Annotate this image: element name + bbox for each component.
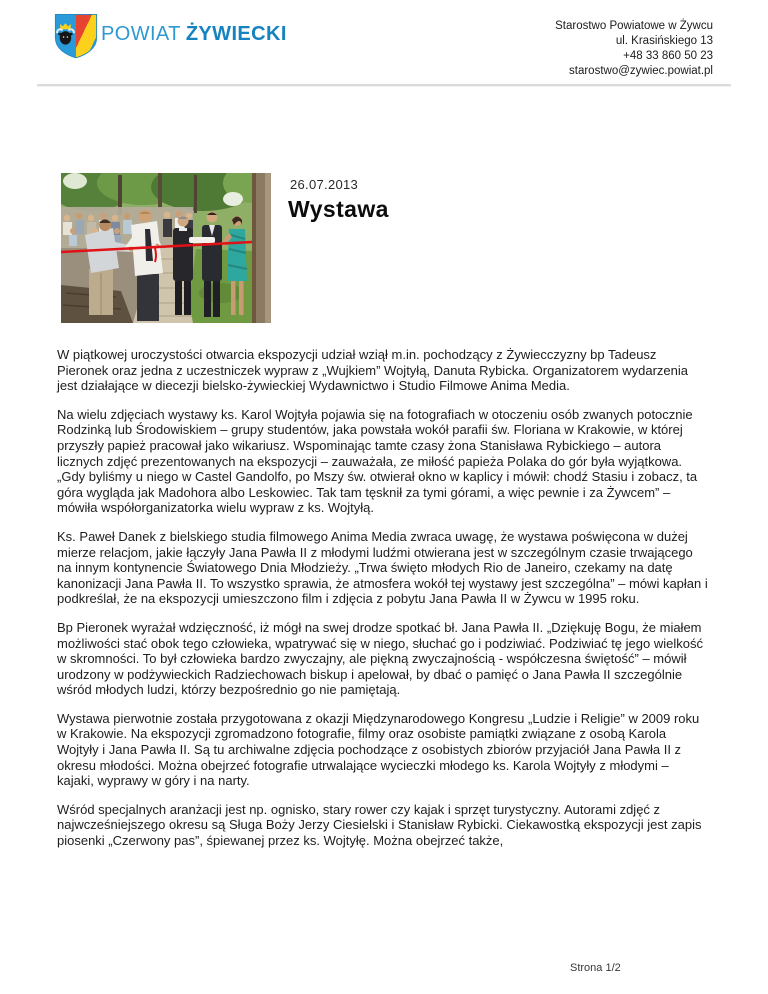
contact-email: starostwo@zywiec.powiat.pl [569,65,713,77]
brand-title [101,23,287,46]
header-divider [37,84,731,87]
article-paragraph: Wystawa pierwotnie została przygotowana z okazji Międzynarodowego Kongresu „Ludzie i Religie” w 2009 roku w Krakowie. Na ekspozycji zgromadzono fotografie, filmy oraz osobiste pamiątki związane z osobą Karola Wojtyły i Jana Pawła II. Są tu archiwalne zdjęcia pochodzące z osobistych zbiorów przyjaciół Jana Pawła II z okresu młodości. Można obejrzeć fotografie utrwalające wycieczki młodego ks. Karola Wojtyły z młodymi – kajaki, wyprawy w góry i na narty. [57,710,700,789]
contact-institution: Starostwo Powiatowe w Żywcu [555,20,713,32]
article-paragraph: Bp Pieronek wyrażał wdzięczność, iż mógł na swej drodze spotkać bł. Jana Pawła II. „Dziękuję Bogu, że miałem możliwości stać obok tego człowieka, wpatrywać się w niego, słuchać go i podziwiać. Podziwiać tę jego wielkość w skromności. To był człowieka bardzo zwyczajny, ale piękną zwyczajnością - współczesna świętość” – mówił urodzony w podżywieckich Radziechowach biskup i apelował, by dbać o pamięć o Jana Pawła II szczególnie wśród młodych ludzi, którzy bezpośrednio go nie pamiętają. [57,619,703,698]
contact-block [555,19,713,79]
article-date: 26.07.2013 [290,177,359,192]
article-title: Wystawa [288,196,389,222]
article-photo [61,173,271,323]
article-paragraph: Na wielu zdjęciach wystawy ks. Karol Wojtyła pojawia się na fotografiach w otoczeniu osób zwanych potocznie Rodzinką lub Środowiskiem – grupy studentów, jaka powstała wokół parafii św. Floriana w Krakowie, w której przyszły papież pracował jako wikariusz. Wspominając tamte czasy żona Stanisława Rybickiego – autora licznych zdjęć prezentowanych na ekspozycji – zauważała, ze miłość papieża Polaka do gór była wyjątkowa. „Gdy byliśmy u niego w Castel Gandolfo, po Mszy św. otwierał okno w kaplicy i mówił: chodź Stasiu i zobacz, ta góra wygląda jak Madohora albo Leskowiec. Tak tam tęsknił za tymi górami, a więc pewnie i za Żywcem” – mówiła współorganizatorka wielu wypraw z ks. Wojtyłą. [57,406,698,516]
contact-address: ul. Krasińskiego 13 [615,35,713,47]
coat-of-arms-icon [53,13,99,59]
page-number-label: Strona 1/2 [570,962,621,974]
article-body [57,347,709,862]
article-paragraph: Ks. Paweł Danek z bielskiego studia filmowego Anima Media zwraca uwagę, że wystawa poświęcona w dużej mierze relacjom, jakie łączyły Jana Pawła II z młodymi ludźmi otwierana jest w szczególnym czasie trwającego na innym kontynencie Światowego Dnia Młodzieży. „Trwa święto młodych Rio de Janeiro, czekamy na datę kanonizacji Jana Pawła II. To wszystko sprawia, że atmosfera wokół tej wystawy jest szczególna” – mówi kapłan i podkreślał, że na ekspozycji umieszczono film i zdjęcia z pobytu Jana Pawła II w Żywcu w 1995 roku. [57,528,708,607]
brand-name-bold: ŻYWIECKI [185,23,287,45]
article-paragraph: W piątkowej uroczystości otwarcia ekspozycji udział wziął m.in. pochodzący z Żywiecczyzny bp Tadeusz Pieronek oraz jedna z uczestniczek wypraw z „Wujkiem” Wojtyłą, Danuta Rybicka. Organizatorem wydarzenia jest działające w diecezji bielsko-żywieckiej Wydawnictwo i Studio Filmowe Anima Media. [57,347,688,394]
contact-phone: +48 33 860 50 23 [623,50,713,62]
brand-name-regular: POWIAT [101,23,181,45]
article-paragraph: Wśród specjalnych aranżacji jest np. ognisko, stary rower czy kajak i sprzęt turystyczny. Autorami zdjęć z najwcześniejszego okresu są Sługa Boży Jerzy Ciesielski i Stanisław Rybicki. Ciekawostką ekspozycji jest zapis piosenki „Czerwony pas”, śpiewanej przez ks. Wojtyłę. Można obejrzeć także, [57,801,702,849]
